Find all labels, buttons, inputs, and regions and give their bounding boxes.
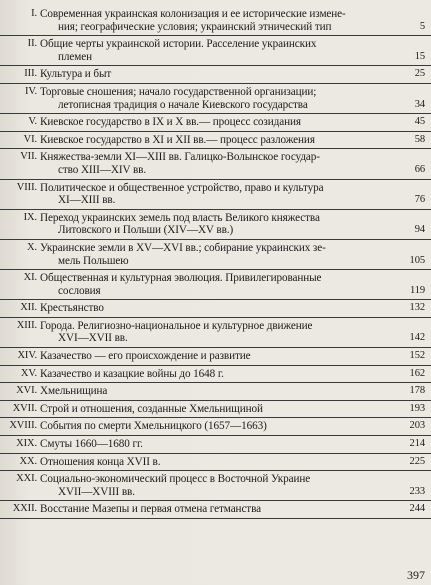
chapter-title <box>40 212 401 237</box>
toc-entry <box>0 210 431 240</box>
chapter-number: X. <box>26 241 37 253</box>
chapter-title-line: Общие черты украинской истории. Расселение украинских <box>40 38 317 51</box>
toc-entry <box>0 300 431 318</box>
chapter-title-line: Политическое и общественное устройство, право и культура <box>40 181 324 194</box>
toc-entry <box>0 436 431 454</box>
chapter-title <box>40 116 401 129</box>
chapter-number: XXI. <box>16 473 37 485</box>
chapter-number: VII. <box>20 151 37 163</box>
chapter-number: V. <box>28 116 37 128</box>
chapter-number: XX. <box>19 455 37 467</box>
chapter-page: 25 <box>414 68 425 80</box>
chapter-title <box>40 302 401 315</box>
chapter-page: 162 <box>409 367 425 379</box>
chapter-title-line: Торговые сношения; начало государственной организации; <box>40 85 317 98</box>
chapter-title-line: XI—XIII вв. <box>58 194 116 207</box>
chapter-title-line: XVII—XVIII вв. <box>58 485 135 498</box>
chapter-title <box>40 385 401 398</box>
chapter-title-line: Литовского и Польши (XIV—XV вв.) <box>58 224 234 237</box>
chapter-title-line: Киевское государство в XI и XII вв.— процесс разложения <box>40 133 315 146</box>
chapter-page: 225 <box>409 455 425 467</box>
toc-entry <box>0 454 431 472</box>
chapter-title <box>40 86 401 111</box>
chapter-title-line: Смуты 1660—1680 гг. <box>40 438 143 451</box>
chapter-title <box>40 320 401 345</box>
chapter-number: XXII. <box>12 503 37 515</box>
toc-entry <box>0 471 431 501</box>
chapter-number: XI. <box>23 272 37 284</box>
chapter-title-line: сословия <box>58 284 101 297</box>
chapter-page: 193 <box>409 402 425 414</box>
toc-entry <box>0 418 431 436</box>
toc-entry <box>0 501 431 519</box>
chapter-number: III. <box>24 68 37 80</box>
chapter-title-line: События по смерти Хмельницкого (1657—1663) <box>40 420 267 433</box>
chapter-page: 58 <box>414 133 425 145</box>
chapter-title <box>40 242 401 267</box>
chapter-number: IV. <box>24 85 37 97</box>
toc-entry <box>0 132 431 150</box>
chapter-page: 132 <box>409 302 425 314</box>
chapter-page: 76 <box>414 194 425 206</box>
toc-entry <box>0 180 431 210</box>
chapter-title <box>40 134 401 147</box>
toc-entry <box>0 348 431 366</box>
toc-entry <box>0 149 431 179</box>
chapter-title <box>40 182 401 207</box>
chapter-title-line: ство XIII—XIV вв. <box>58 163 147 176</box>
chapter-title-line: Строй и отношения, созданные Хмельнищиной <box>40 402 263 415</box>
chapter-title-line: Княжества-земли XI—XIII вв. Галицко-Волынское государ- <box>40 151 320 164</box>
chapter-title <box>40 38 401 63</box>
chapter-title <box>40 68 401 81</box>
chapter-page: 233 <box>409 485 425 497</box>
chapter-title <box>40 151 401 176</box>
chapter-title <box>40 350 401 363</box>
chapter-number: XII. <box>20 302 37 314</box>
chapter-page: 15 <box>414 50 425 62</box>
chapter-number: XVIII. <box>9 420 37 432</box>
chapter-title-line: Украинские земли в XV—XVI вв.; собирание украинских зе- <box>40 241 326 254</box>
chapter-title-line: Восстание Мазепы и первая отмена гетманства <box>40 503 262 516</box>
chapter-title-line: Хмельнищина <box>40 385 108 398</box>
chapter-page: 45 <box>414 116 425 128</box>
chapter-number: IX. <box>23 211 37 223</box>
chapter-title <box>40 438 401 451</box>
chapter-title-line: Современная украинская колонизация и ее исторические измене- <box>40 8 346 20</box>
chapter-page: 178 <box>409 385 425 397</box>
chapter-number: VIII. <box>16 181 37 193</box>
chapter-page: 244 <box>409 503 425 515</box>
chapter-number: XIII. <box>16 319 37 331</box>
chapter-title <box>40 403 401 416</box>
toc-entry <box>0 114 431 132</box>
chapter-page: 142 <box>409 332 425 344</box>
chapter-title <box>40 8 401 33</box>
chapter-page: 94 <box>414 224 425 236</box>
chapter-title-line: Киевское государство в IX и X вв.— процесс созидания <box>40 116 301 129</box>
chapter-page: 105 <box>409 254 425 266</box>
chapter-page: 203 <box>409 420 425 432</box>
toc-entry <box>0 366 431 384</box>
chapter-title <box>40 420 401 433</box>
chapter-title-line: Культура и быт <box>40 68 112 81</box>
chapter-page: 152 <box>409 350 425 362</box>
chapter-title <box>40 473 401 498</box>
toc-entry <box>0 36 431 66</box>
toc-entry <box>0 383 431 401</box>
chapter-title-line: Казачество и казацкие войны до 1648 г. <box>40 367 224 380</box>
chapter-number: XV. <box>20 367 37 379</box>
chapter-page: 214 <box>409 438 425 450</box>
chapter-title-line: летописная традиция о начале Киевского государства <box>58 98 308 111</box>
chapter-title-line: Переход украинских земель под власть Великого княжества <box>40 211 320 224</box>
toc-entry <box>0 66 431 84</box>
chapter-title-line: племен <box>58 50 92 63</box>
chapter-title-line: Общественная и культурная эволюция. Привилегированные <box>40 272 322 285</box>
chapter-number: XVI. <box>16 385 37 397</box>
toc-entry <box>0 240 431 270</box>
chapter-title <box>40 503 401 516</box>
chapter-title-line: XVI—XVII вв. <box>58 332 128 345</box>
chapter-title-line: Города. Религиозно-национальное и культурное движение <box>40 319 313 332</box>
toc-entry <box>0 401 431 419</box>
toc-entry <box>0 6 431 36</box>
chapter-title <box>40 272 401 297</box>
chapter-title <box>40 368 401 381</box>
chapter-title-line: мель Польшею <box>58 254 129 267</box>
chapter-number: II. <box>27 38 37 50</box>
toc-entry <box>0 84 431 114</box>
chapter-title-line: Казачество — его происхождение и развитие <box>40 350 251 363</box>
chapter-number: I. <box>31 8 37 19</box>
chapter-page: 119 <box>409 284 425 296</box>
chapter-title-line: Крестьянство <box>40 302 104 315</box>
chapter-number: XVII. <box>12 402 37 414</box>
toc-entry <box>0 270 431 300</box>
page-number: 397 <box>407 568 425 582</box>
toc-entry <box>0 318 431 348</box>
chapter-title-line: Отношения конца XVII в. <box>40 455 161 468</box>
chapter-title-line: Социально-экономический процесс в Восточной Украине <box>40 473 311 486</box>
chapter-number: XIX. <box>16 438 37 450</box>
table-of-contents <box>0 6 431 519</box>
chapter-number: XIV. <box>17 350 37 362</box>
chapter-page: 5 <box>419 20 425 32</box>
chapter-title <box>40 456 401 469</box>
chapter-page: 34 <box>414 98 425 110</box>
chapter-page: 66 <box>414 163 425 175</box>
chapter-number: VI. <box>23 133 37 145</box>
chapter-title-line: ния; географические условия; украинский этнический тип <box>58 20 332 33</box>
